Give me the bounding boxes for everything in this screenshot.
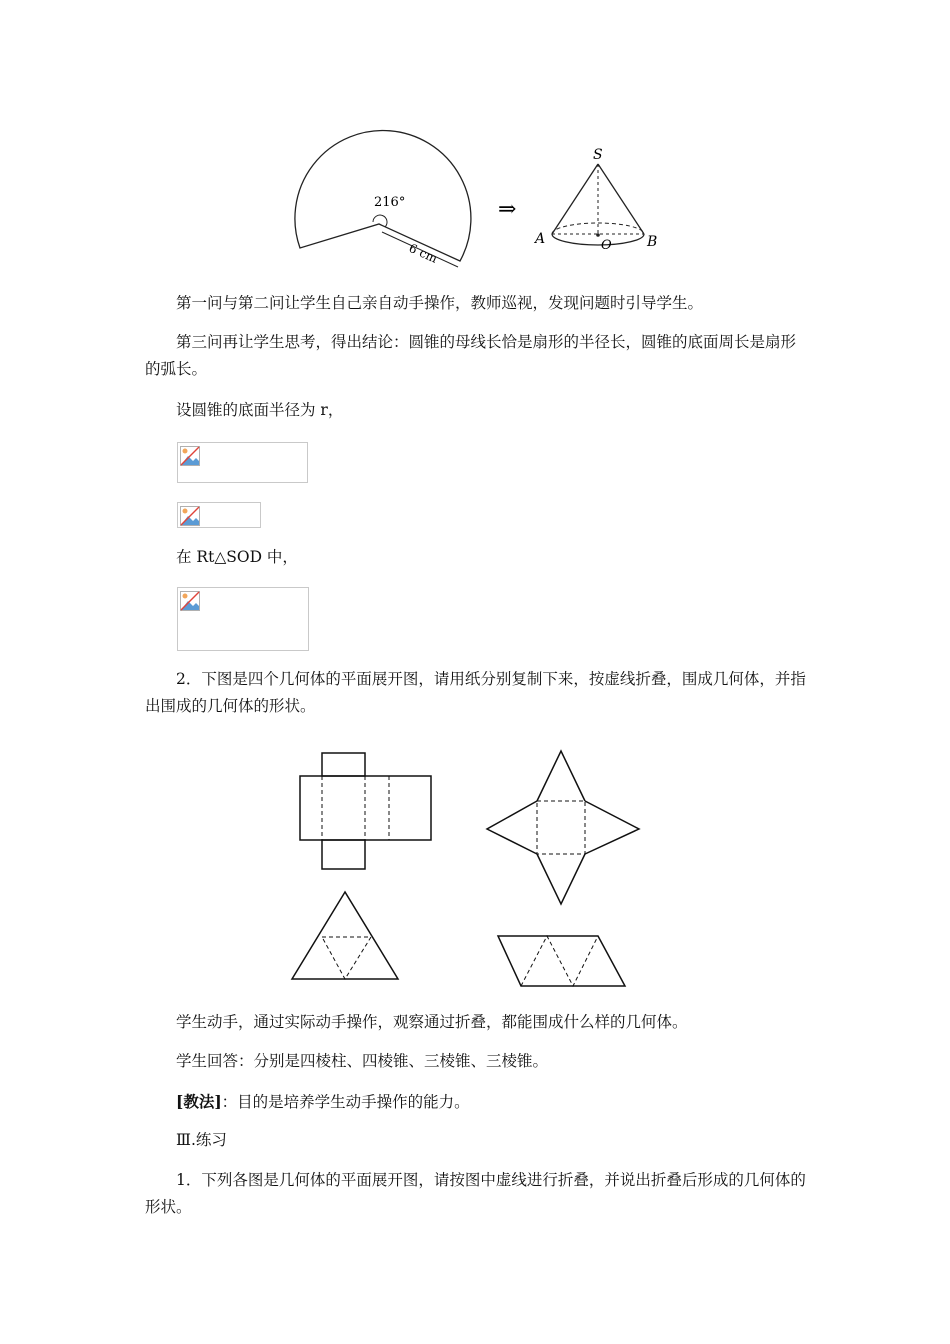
method-tag: [教法]: [176, 1092, 222, 1111]
point-label-b: B: [647, 234, 658, 250]
section-heading-practice: Ⅲ.练习: [176, 1131, 227, 1149]
nets-figure: [285, 745, 655, 990]
broken-image-icon: [180, 591, 200, 611]
paragraph-8: [145, 1088, 810, 1116]
paragraph-4: 在 Rt△SOD 中，: [176, 548, 298, 566]
net-square-pyramid: [487, 751, 639, 904]
paragraph-6: 学生动手，通过实际动手操作，观察通过折叠，都能围成什么样的几何体。: [176, 1013, 688, 1031]
net-triangular-pyramid: [292, 892, 398, 979]
paragraph-3: 设圆锥的底面半径为 r，: [176, 401, 344, 419]
method-text: ：目的是培养学生动手操作的能力。: [221, 1093, 470, 1111]
point-label-o: O: [601, 238, 612, 253]
cone-diagram: [552, 164, 644, 245]
paragraph-2: 第三问再让学生思考，得出结论：圆锥的母线长恰是扇形的半径长，圆锥的底面周长是扇形的弧长。: [145, 333, 797, 378]
broken-image-2: [177, 502, 261, 528]
apex-label-s: S: [593, 147, 603, 163]
implies-arrow: ⇒: [498, 197, 517, 222]
broken-image-3: [177, 587, 309, 651]
paragraph-5: 2．下图是四个几何体的平面展开图，请用纸分别复制下来，按虚线折叠，围成几何体，并指出围成的几何体的形状。: [145, 670, 806, 715]
sector-cone-figure: [290, 118, 670, 270]
broken-image-icon: [180, 506, 200, 526]
broken-image-1: [177, 442, 308, 483]
paragraph-10: 1．下列各图是几何体的平面展开图，请按图中虚线进行折叠，并说出折叠后形成的几何体的形状。: [145, 1171, 806, 1216]
net-triangle-strip: [498, 936, 625, 986]
point-label-a: A: [535, 231, 546, 247]
radius-label: 6 cm: [406, 240, 440, 266]
broken-image-icon: [180, 446, 200, 466]
net-square-prism: [300, 753, 431, 869]
angle-label: 216°: [374, 195, 406, 210]
paragraph-1: 第一问与第二问让学生自己亲自动手操作，教师巡视，发现问题时引导学生。: [176, 294, 704, 312]
paragraph-7: 学生回答：分别是四棱柱、四棱锥、三棱锥、三棱锥。: [176, 1052, 549, 1070]
